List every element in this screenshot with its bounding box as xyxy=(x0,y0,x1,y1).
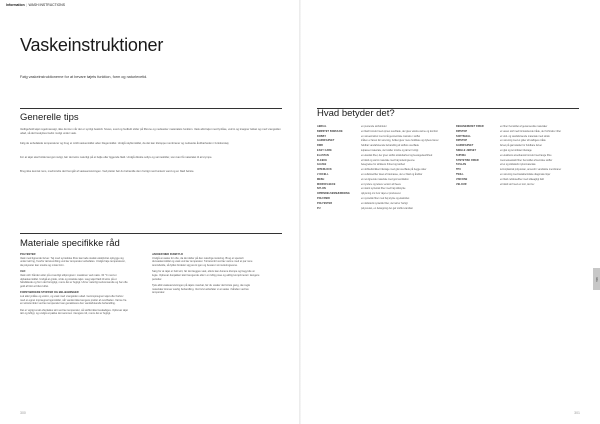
section-divider xyxy=(20,233,282,234)
material-text: Undgå at vaske for ofte, da det slider på den naturlige isolering. Brug et specielt dunvaskemiddel og vask ved lav temperatur. Tørretumbl ved lav varme med et par rene tennisbolde, så fyldet fordeler sig jævnt igen og bevarer sin isoleringsevne. xyxy=(152,256,253,268)
glossary-row: OPRINDELSESMÆRKNING oplysning om hvor tøjet er produceret xyxy=(317,192,401,196)
materials-column-2 xyxy=(152,253,260,295)
materials-column-1 xyxy=(20,253,128,316)
glossary-row: RIPSTOP en vævning med et gitter af kraftigere tråde xyxy=(456,139,546,143)
glossary-row: POLYAMID en syntetisk fiber med høj styrke og elasticitet xyxy=(317,196,410,200)
glossary-row: MICROFLEECE en tyndere og lettere version af fleece xyxy=(317,182,402,186)
glossary-row: VELOUR et blødt stof med en kort, tæt luv xyxy=(456,182,535,186)
glossary-row: TPU termoplastisk polyuretan, anvendt i vandtætte membraner xyxy=(456,168,562,172)
page-number-right: 301 xyxy=(574,411,580,415)
glossary-column-2 xyxy=(456,125,581,187)
materials-heading: Materiale specifikke råd xyxy=(20,238,120,249)
glossary-row: ELASTAN en elastisk fiber, der giver stoffet strækbarhed og bevægelsesfrihed xyxy=(317,153,433,157)
glossary-row: SOFTSHELL et vind- og vandafvisende materiale med stræk xyxy=(456,134,550,138)
glossary-row: GARNFARVET farvet på garnstadiet for holdbare farver xyxy=(456,144,542,148)
material-heading: FORSTÆRKEDE STOFFER OG BELÆGNINGER xyxy=(20,291,79,295)
glossary-row: GARNFARVET tråden er farvet før vævning, hvilket giver mere holdbare og dybere farver xyxy=(317,139,439,143)
glossary-row: EASY CARE letpasset materiale, der krøller mindre og tørrer hurtigt xyxy=(317,148,419,152)
material-text: Luk alle lynlåse og velcro, og vask med vrangsiden udad. Genimprægner tøjet efter behov med et egnet imprægneringsmiddel, når vandet ikke længere preller af overfladen. Varme fra en tørretumbler ved lav temperatur kan genaktivere den vandafvisende behandling. xyxy=(20,295,127,306)
material-text: Vask med lignende farver. Tøj med syntetiske fibre kan lade statisk elektricitet opbygge sig under tørring, hvorfor tørretumbling ved lav temperatur anbefales. Undgå høje temperaturer, da polyester kan smelte og miste form. xyxy=(20,256,126,268)
general-paragraph: For at tøjet skal holde længst muligt, bør det tørre naturligt på et bøjle eller liggende fladt. Undgå direkte sollys og varmekilder, som kan få materialet til at krympe. xyxy=(20,156,213,159)
general-tips-heading: Generelle tips xyxy=(20,112,79,123)
glossary-row: SUPIMA en eksklusiv amerikansk bomuld med lange fibre xyxy=(456,153,552,157)
glossary-row: TWILL en vævning med karakteristiske diagonale linjer xyxy=(456,172,551,176)
glossary-row: SYNTETISK FIBER menneskeskabt fiber fremstillet af kemiske stoffer xyxy=(456,158,553,162)
glossary-row: POLYESTER en slidstærk syntetisk fiber, der tørrer hurtigt xyxy=(317,201,408,205)
glossary-row: INTERLOCK en dobbeltstrikket trikotage med glat overflade på begge sider xyxy=(317,168,427,172)
header-chapter: WASH INSTRUCTIONS xyxy=(28,3,65,7)
glossary-row: MESH et net-lignende materiale med god ventilation xyxy=(317,177,409,181)
material-text: Det er vigtigt at alt efterlades tørt ved lav temperatur, så stoffet ikke beskadiges. Opbevar tøjet tørt og luftigt, og undgå at pakke det sammen i længere tid, mens det er fugtigt. xyxy=(20,308,128,316)
section-divider xyxy=(20,108,282,109)
glossary-row: AERIAL en pustende stofstruktur xyxy=(317,125,387,128)
material-heading: ULD xyxy=(20,270,26,274)
material-text: Vask uld i hånden eller på et særligt uldprogram i maskinen ved maks. 30 °C med et uldvaskemiddel. Undgå at gnide, vride og strække tøjet. Læg tøjet fladt til tørre på et håndklæde og form det forsigtigt, mens det er fugtigt. Uld er naturligt selvrensende og har ofte godt af blot at blive luftet. xyxy=(20,274,128,289)
material-text: Tjek altid vaskeanvisningen på tøjets mærkat, før du vasker det første gang, da nogle materialer kræver særlig behandling. Ved tvivl anbefaler vi at vaske i hånden ved lav temperatur. xyxy=(152,283,251,295)
header-section: Information xyxy=(6,3,25,7)
glossary-row: VISCOSE en blød cellulosefiber med silkeagtigt fald xyxy=(456,177,544,181)
glossary-row: REGENERERET FIBER en fiber fremstillet af genanvendte materialer xyxy=(456,125,548,128)
running-header: Information | WASH INSTRUCTIONS xyxy=(6,3,65,7)
right-page xyxy=(300,0,600,424)
material-heading: POLYESTER xyxy=(20,253,36,256)
page-title: Vaskeinstruktioner xyxy=(20,35,164,55)
material-heading: JAKKER MED DUN/FYLD xyxy=(152,253,183,256)
glossary-row: FLEECE et blødt og varmt materiale med høj isoleringsevne xyxy=(317,158,415,162)
glossary-column-1 xyxy=(317,125,447,211)
glossary-heading: Hvad betyder det? xyxy=(317,108,395,119)
page-intro: Følg vaskeinstruktionerne for at bevare tøjets funktion, form og naturlevetid. xyxy=(20,75,148,79)
glossary-row: DWR holdbar vandafvisende behandling af stoffets overflade xyxy=(317,144,419,148)
general-paragraph: Vedligehold tøjet regelmæssigt, ikke det kun når det er synligt beskidt. Snavs, sved og hudfedt slider på fibrene og nedsætter materialets funktion. Vask altid tøjet med lynlåse, velcro og knapper lukket og med vrangsiden udad, så det beskyttes bedst muligt under vask. xyxy=(20,128,281,135)
glossary-row: SINGLE JERSEY en glat og let strikket trikotage xyxy=(456,148,532,152)
glossary-row: LYOCELL en cellulosefiber lavet af træmasse, der er blød og åndbar xyxy=(317,172,423,176)
material-text: Sørg for at tøjet er helt tørt, før det lægges væk, ellers kan dunene klumpe og begynde at lugte. Opbevar dunjakker løst hængende eller i en luftig pose og aldrig komprimeret i længere perioder. xyxy=(152,270,260,281)
glossary-row: TASLAN et let og slidstærkt nylonmateriale xyxy=(456,163,536,167)
glossary-row: GAUGE betegnelse for strikkens finhed og tæthed xyxy=(317,163,405,167)
page-number-left: 300 xyxy=(20,411,26,415)
glossary-row: DOBBY en vævestruktur med små geometriske mønstre i stoffet xyxy=(317,134,421,138)
glossary-row: RIPSTOP et vævet stof med forstærkende tråde, der forhindrer rifter xyxy=(456,129,561,133)
section-tab: Info xyxy=(593,268,600,290)
glossary-row: BØRSTET BOMULDE en blød bomuld med opruet overflade, der giver ekstra varme og komfort xyxy=(317,129,438,133)
general-paragraph: Brug ikke kemisk rens, medmindre det fremgår af vaskeanvisningen. Ved pletter bør du behandle dem hurtigt med lunkent vand og en blød børste. xyxy=(20,170,195,173)
glossary-row: PU polyuretan, en belægning der gør stoffet vandtæt xyxy=(317,206,413,210)
glossary-row: NYLON en stærk syntetisk fiber med høj slidstyrke xyxy=(317,187,406,191)
general-paragraph: Følg de anbefalede temperaturer og brug et mildt vaskemiddel uden blegemiddel. Undgå skyllemiddel, da det kan tilstoppe membraner og nedsætte åndbarheden i funktionstøj. xyxy=(20,142,230,145)
